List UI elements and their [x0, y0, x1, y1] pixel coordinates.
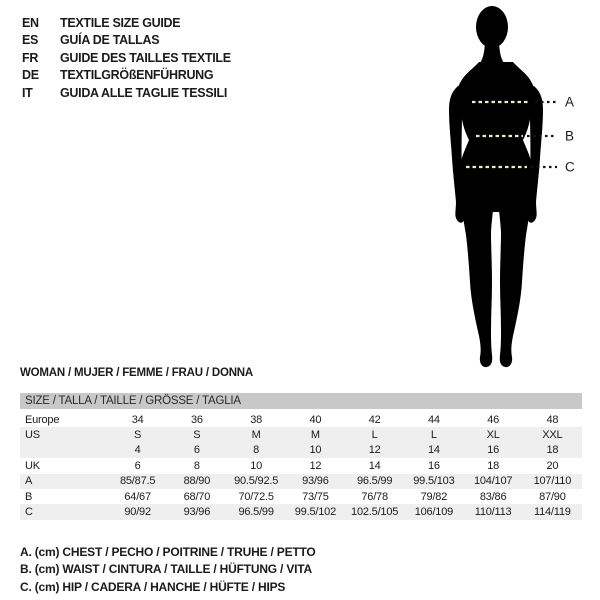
table-cell: 16: [487, 444, 500, 457]
table-cell: XL: [486, 429, 500, 442]
language-row: [22, 50, 231, 67]
language-label: GUÍA DE TALLAS: [60, 33, 160, 48]
language-label: TEXTILGRÖßENFÜHRUNG: [60, 68, 214, 83]
table-cell: 102.5/105: [351, 506, 399, 519]
table-cell: 18: [487, 459, 500, 472]
table-cell: 79/82: [420, 490, 448, 503]
table-cell: 14: [427, 444, 440, 457]
table-cell: 93/96: [183, 506, 211, 519]
table-cell: 12: [309, 459, 322, 472]
table-cell: M: [310, 429, 320, 442]
table-cell: 16: [427, 459, 440, 472]
table-cell: 85/87.5: [119, 475, 156, 488]
table-cell: 18: [546, 444, 559, 457]
table-cell: 96.5/99: [238, 506, 274, 519]
table-cell: 68/70: [183, 490, 211, 503]
legend-line: B. (cm) WAIST / CINTURA / TAILLE / HÜFTUNG / VITA: [20, 562, 312, 577]
language-code: FR: [22, 50, 39, 65]
language-list: [22, 15, 231, 102]
table-row: [20, 504, 582, 519]
marker-label-b: B: [565, 128, 575, 144]
table-cell: 10: [250, 459, 263, 472]
table-cell: 14: [368, 459, 381, 472]
table-cell: 93/96: [302, 475, 329, 488]
table-cell: 87/90: [539, 490, 566, 503]
table-cell: XXL: [542, 429, 563, 442]
language-code: IT: [22, 85, 33, 100]
table-row: [20, 489, 582, 504]
table-cell: M: [251, 429, 261, 442]
language-code: EN: [22, 16, 39, 30]
table-row: [20, 443, 582, 458]
table-row-label: UK: [25, 459, 40, 472]
table-cell: 70/72.5: [238, 490, 274, 503]
table-cell: 104/107: [473, 475, 513, 488]
table-cell: 40: [309, 413, 322, 426]
table-cell: 36: [190, 413, 203, 426]
category-title: WOMAN / MUJER / FEMME / FRAU / DONNA: [20, 367, 254, 379]
measurement-legend: [20, 544, 316, 596]
language-row: [22, 85, 231, 102]
table-cell: 38: [250, 413, 263, 426]
table-cell: 6: [134, 459, 141, 472]
table-cell: S: [134, 429, 142, 442]
table-row: [20, 427, 582, 442]
marker-label-a: A: [565, 94, 575, 110]
table-cell: 12: [368, 444, 381, 457]
woman-silhouette-figure: [430, 0, 600, 372]
table-cell: 96.5/99: [356, 475, 393, 488]
table-cell: 8: [193, 459, 200, 472]
language-code: ES: [22, 33, 39, 48]
table-cell: S: [193, 429, 201, 442]
table-cell: 48: [546, 413, 559, 426]
table-row-label: C: [25, 506, 33, 519]
size-table: [20, 393, 582, 520]
table-cell: 42: [368, 413, 381, 426]
marker-label-c: C: [565, 159, 575, 175]
table-cell: 8: [253, 444, 260, 457]
table-cell: 90.5/92.5: [234, 475, 279, 488]
table-cell: 107/110: [533, 475, 572, 488]
legend-line: A. (cm) CHEST / PECHO / POITRINE / TRUHE / PETTO: [20, 545, 316, 559]
woman-silhouette-icon: [430, 0, 600, 372]
language-row: [22, 32, 231, 49]
table-row-label: B: [25, 490, 33, 503]
language-label: TEXTILE SIZE GUIDE: [60, 16, 181, 30]
legend-line: C. (cm) HIP / CADERA / HANCHE / HÜFTE / HIPS: [20, 579, 286, 594]
table-cell: 106/109: [414, 506, 454, 519]
table-cell: 88/90: [183, 475, 211, 488]
table-cell: 83/86: [479, 490, 507, 503]
table-cell: 6: [193, 444, 200, 457]
language-row: [22, 67, 231, 84]
table-cell: 99.5/103: [413, 475, 455, 488]
language-code: DE: [22, 68, 39, 83]
language-label: GUIDE DES TAILLES TEXTILE: [60, 50, 231, 65]
table-cell: L: [430, 429, 437, 442]
table-cell: 20: [546, 459, 559, 472]
table-cell: L: [371, 429, 378, 442]
table-row-label: Europe: [25, 413, 60, 426]
table-row: [20, 474, 582, 489]
table-cell: 73/75: [302, 490, 329, 503]
table-cell: 44: [427, 413, 440, 426]
table-cell: 64/67: [124, 490, 151, 503]
table-cell: 76/78: [361, 490, 388, 503]
table-row: [20, 458, 582, 473]
table-cell: 110/113: [474, 506, 512, 519]
size-table-header: SIZE / TALLA / TAILLE / GRÖSSE / TAGLIA: [20, 393, 582, 409]
language-row: [22, 15, 231, 32]
table-cell: 34: [131, 413, 144, 426]
table-row-label: A: [25, 475, 33, 488]
table-cell: 90/92: [124, 506, 151, 519]
table-cell: 114/119: [534, 506, 571, 519]
size-table-body: [20, 412, 582, 520]
table-cell: 46: [487, 413, 500, 426]
table-cell: 4: [134, 444, 141, 457]
table-row-label: US: [25, 429, 40, 442]
table-cell: 10: [309, 444, 322, 457]
table-row: [20, 412, 582, 427]
language-label: GUIDA ALLE TAGLIE TESSILI: [60, 85, 228, 100]
table-cell: 99.5/102: [294, 506, 336, 519]
